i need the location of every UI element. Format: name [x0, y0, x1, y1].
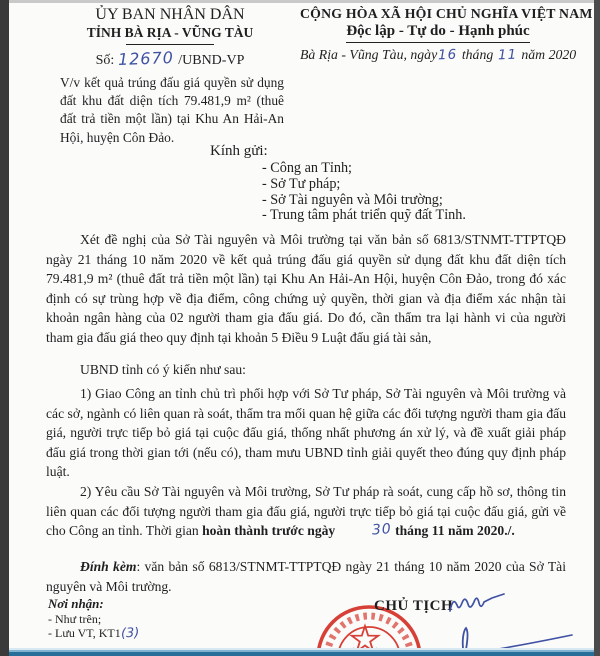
- recipients-note-block: [48, 597, 139, 642]
- deadline-bold-text: hoàn thành trước ngày: [202, 523, 336, 538]
- signer-title: CHỦ TỊCH: [374, 598, 454, 614]
- viewer-right-edge: [594, 0, 600, 656]
- signer-initials-signature: [448, 592, 506, 618]
- recipient-item: - Công an Tỉnh;: [262, 160, 352, 176]
- recipient-item: - Trung tâm phát triển quỹ đất Tỉnh.: [262, 207, 466, 224]
- attachment-note: [46, 557, 566, 596]
- dateline-year: năm 2020: [521, 47, 577, 62]
- handwritten-deadline-day: 30: [371, 521, 393, 539]
- body-paragraph-consideration: Xét đề nghị của Sở Tài nguyên và Môi trường tại văn bản số 6813/STNMT-TTPTQĐ ngày 21 tháng 10 năm 2020 về kết quả trúng đấu giá quyền sử dụng đất khu đất diện tích 79.481,9 m² (thuê đất trả tiền một lần) tại Khu An Hải-An Hội, huyện Côn Đảo, trong đó xác định có sự trùng hợp về địa điểm, công chứng uỷ quyền, thời gian và địa điểm xác nhận tài khoản ngân hàng của 02 người tham gia đấu giá. Do đó, cần thẩm tra lại hành vi của người tham gia đấu giá theo quy định tại khoản 5 Điều 9 Luật đấu giá tài sản,: [46, 232, 566, 345]
- document-number-code: /UBND-VP: [178, 53, 245, 68]
- issuer-org-name: TỈNH BÀ RỊA - VŨNG TÀU: [86, 25, 254, 40]
- place-dateline: [300, 47, 576, 63]
- national-motto: Độc lập - Tự do - Hạnh phúc: [346, 22, 529, 43]
- recipient-item: - Sở Tư pháp;: [262, 175, 341, 192]
- salutation: Kính gửi:: [210, 143, 268, 159]
- document-subject: V/v kết quả trúng đấu giá quyền sử dụng đất khu đất diện tích 79.481,9 m² (thuê đất trả tiền một lần) tại Khu An Hải-An Hội, huyện Côn Đảo.: [60, 75, 284, 145]
- noi-nhan-item: - Như trên;: [48, 611, 102, 626]
- issuer-parent-org: ỦY BAN NHÂN DÂN: [95, 6, 245, 23]
- issuer-block: [44, 6, 296, 147]
- header-divider: [126, 44, 214, 45]
- viewer-top-edge: [0, 0, 600, 3]
- handwritten-month: 11: [497, 46, 518, 64]
- body-paragraph-item-2: [46, 482, 566, 542]
- recipient-list: [262, 161, 466, 224]
- dateline-prefix: Bà Rịa - Vũng Tàu, ngày: [300, 47, 438, 62]
- item-2-text: 2) Yêu cầu Sở Tài nguyên và Môi trường, Sở Tư pháp rà soát, cung cấp hồ sơ, thông tin liên quan các đối tượng người tham gia đấu giá, người trực tiếp bỏ giá tại cuộc đấu giá, gửi về cho Công an tỉnh. Thời gian: [46, 484, 566, 538]
- national-name: CỘNG HÒA XÃ HỘI CHỦ NGHĨA VIỆT NAM: [300, 6, 593, 21]
- body-paragraph-opinion-intro: UBND tỉnh có ý kiến như sau:: [80, 362, 246, 377]
- recipient-item: - Sở Tài nguyên và Môi trường;: [262, 191, 443, 208]
- body-paragraph-item-1: 1) Giao Công an tỉnh chủ trì phối hợp với Sở Tư pháp, Sở Tài nguyên và Môi trường và các sở, ngành có liên quan rà soát, thẩm tra mối quan hệ giữa các đối tượng người tham gia đấu giá, người trực tiếp bỏ giá tại cuộc đấu giá, thống nhất phương án xử lý, và đề xuất giải pháp đấu giá trong thời gian tới (nếu có), tham mưu UBND tỉnh giải quyết theo đúng quy định pháp luật.: [46, 386, 566, 479]
- noi-nhan-item: - Lưu VT, KT1(3): [48, 625, 140, 642]
- handwritten-document-number: 12670: [117, 48, 175, 69]
- document-number: [44, 49, 296, 71]
- noi-nhan-label: Nơi nhận:: [48, 596, 104, 611]
- document-number-label: Số:: [95, 53, 115, 68]
- deadline-bold-date: tháng 11 năm 2020./.: [395, 523, 515, 538]
- viewer-bottom-bar: [0, 648, 600, 656]
- attachment-text: : văn bản số 6813/STNMT-TTPTQĐ ngày 21 tháng 10 năm 2020 của Sở Tài nguyên và Môi trường.: [46, 559, 566, 594]
- attachment-label: Đính kèm: [80, 559, 137, 574]
- viewer-left-edge: [0, 0, 9, 656]
- handwritten-copy-count: (3): [120, 625, 140, 642]
- dateline-thang: tháng: [461, 47, 494, 62]
- handwritten-day: 16: [437, 46, 458, 64]
- national-header-block: [300, 5, 593, 64]
